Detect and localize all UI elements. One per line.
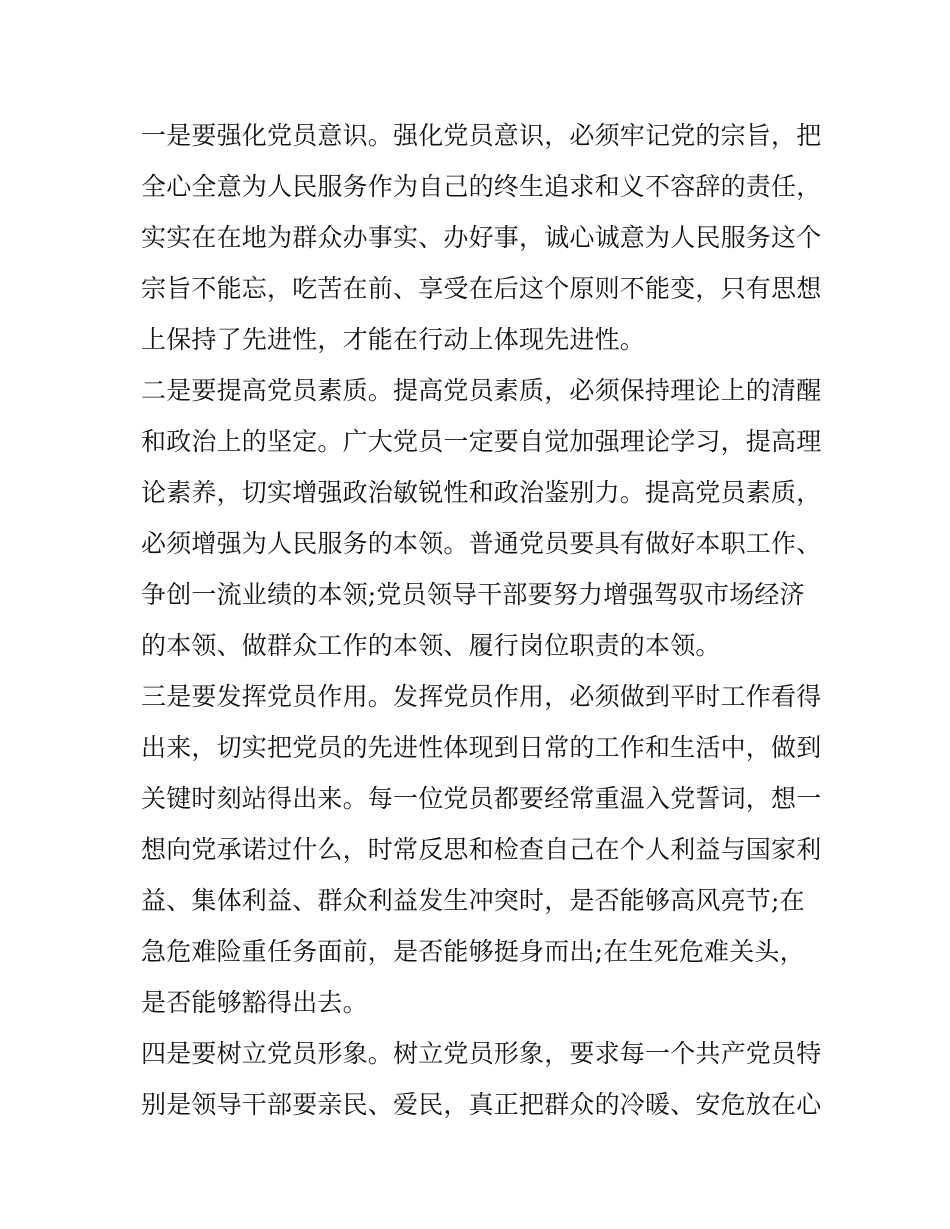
text-line: 想向党承诺过什么，时常反思和检查自己在个人利益与国家利 <box>141 835 822 864</box>
text-line: 出来，切实把党员的先进性体现到日常的工作和生活中，做到 <box>141 733 822 762</box>
text-line: 关键时刻站得出来。每一位党员都要经常重温入党誓词，想一 <box>141 784 822 813</box>
text-line: 二是要提高党员素质。提高党员素质，必须保持理论上的清醒 <box>141 376 822 405</box>
paragraph-3 <box>141 671 822 1028</box>
text-line: 别是领导干部要亲民、爱民，真正把群众的冷暖、安危放在心 <box>141 1090 822 1119</box>
text-line: 争创一流业绩的本领;党员领导干部要努力增强驾驭市场经济 <box>141 580 805 609</box>
text-line: 论素养，切实增强政治敏锐性和政治鉴别力。提高党员素质， <box>141 478 822 507</box>
text-line: 急危难险重任务面前，是否能够挺身而出;在生死危难关头， <box>141 937 805 966</box>
text-line: 实实在在地为群众办事实、办好事，诚心诚意为人民服务这个 <box>141 223 822 252</box>
text-line: 是否能够豁得出去。 <box>141 988 368 1017</box>
text-line: 全心全意为人民服务作为自己的终生追求和义不容辞的责任， <box>141 172 822 201</box>
paragraph-1 <box>141 110 822 365</box>
text-line: 四是要树立党员形象。树立党员形象，要求每一个共产党员特 <box>141 1039 822 1068</box>
paragraph-2 <box>141 365 822 671</box>
text-line: 三是要发挥党员作用。发挥党员作用，必须做到平时工作看得 <box>141 682 822 711</box>
text-line: 的本领、做群众工作的本领、履行岗位职责的本领。 <box>141 631 721 660</box>
text-line: 宗旨不能忘，吃苦在前、享受在后这个原则不能变，只有思想 <box>141 274 822 303</box>
text-line: 益、集体利益、群众利益发生冲突时，是否能够高风亮节;在 <box>141 886 805 915</box>
document-body <box>141 110 822 1130</box>
paragraph-4 <box>141 1028 822 1130</box>
text-line: 上保持了先进性，才能在行动上体现先进性。 <box>141 325 646 354</box>
text-line: 必须增强为人民服务的本领。普通党员要具有做好本职工作、 <box>141 529 822 558</box>
text-line: 一是要强化党员意识。强化党员意识，必须牢记党的宗旨，把 <box>141 121 822 150</box>
text-line: 和政治上的坚定。广大党员一定要自觉加强理论学习，提高理 <box>141 427 822 456</box>
